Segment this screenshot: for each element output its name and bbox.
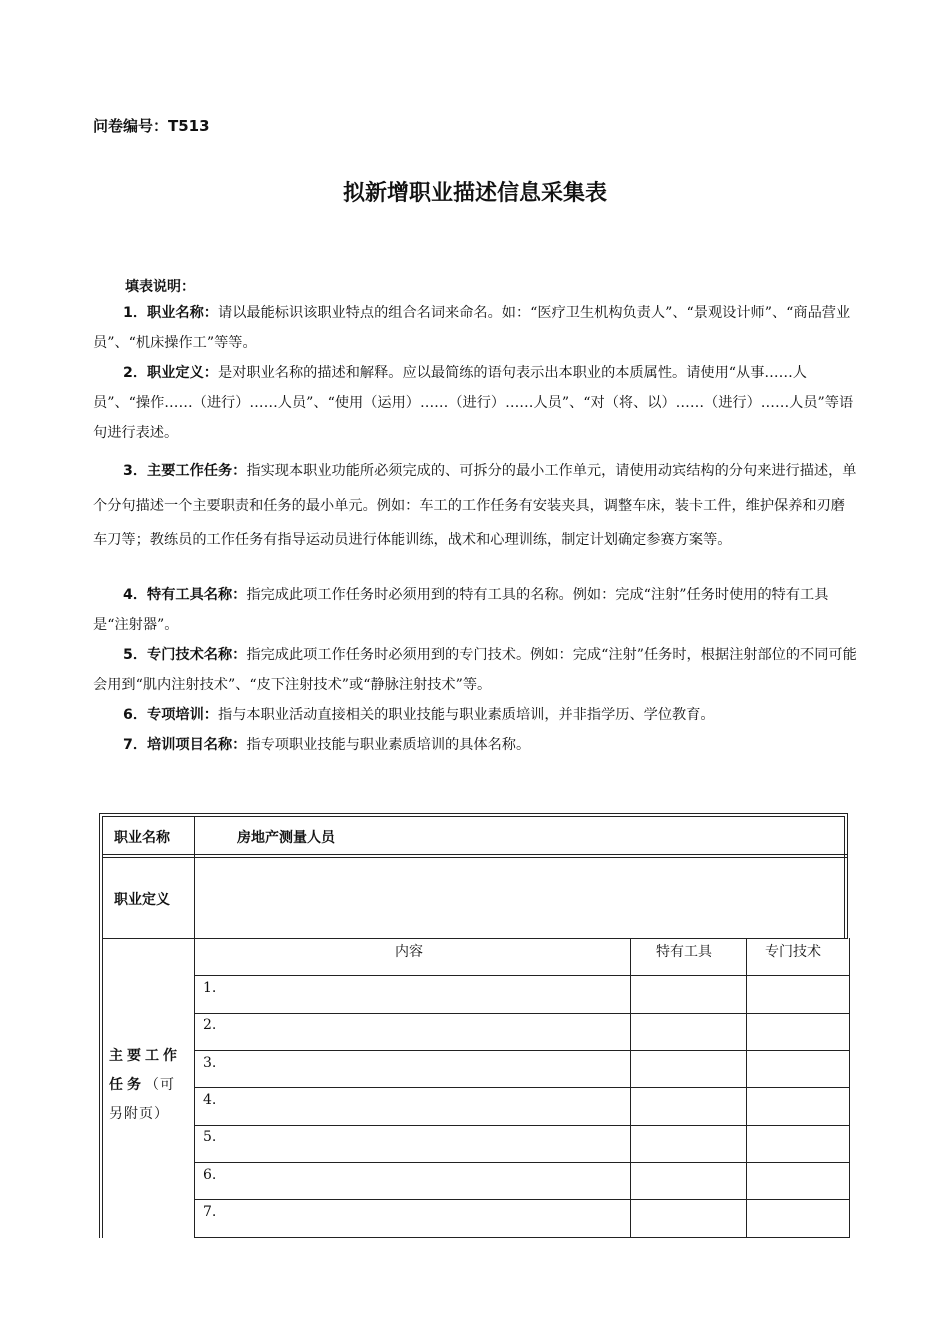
instruction-text: 指实现本职业功能所必须完成的、可拆分的最小工作单元，请使用动宾结构的分句来进行描述，单个分句描述一个主要职责和任务的最小单元。例如：车工的工作任务有安装夹具，调整车床，装卡工件，维护保养和刃磨车刀等；教练员的工作任务有指导运动员进行体能训练，战术和心理训练，制定计划确定参赛方案等。 <box>93 463 857 548</box>
instruction-item-2 <box>93 358 859 448</box>
task-row[interactable]: 3. <box>203 1055 217 1071</box>
task-row[interactable]: 6. <box>203 1167 217 1183</box>
occupation-form-table <box>99 813 850 1238</box>
column-header-tools: 特有工具 <box>656 944 712 960</box>
column-divider <box>194 816 195 1238</box>
instruction-text: 是对职业名称的描述和解释。应以最简练的语句表示出本职业的本质属性。请使用“从事……人员”、“操作……（进行）……人员”、“使用（运用）……（进行）……人员”、“对（将、以）……（进行）……人员”等语句进行表述。 <box>93 365 854 441</box>
row-divider <box>102 854 848 855</box>
instruction-item-3 <box>93 454 859 558</box>
definition-label: 职业定义 <box>114 892 170 908</box>
row-divider <box>194 1087 850 1088</box>
row-divider <box>194 1050 850 1051</box>
table-border <box>99 813 100 1238</box>
instruction-label: 2．职业定义： <box>123 365 218 381</box>
instructions-heading: 填表说明： <box>125 279 195 295</box>
instruction-label: 3．主要工作任务： <box>123 463 247 479</box>
definition-field[interactable] <box>209 873 829 923</box>
instruction-text: 指完成此项工作任务时必须用到的特有工具的名称。例如：完成“注射”任务时使用的特有工具是“注射器”。 <box>93 587 829 633</box>
instruction-item-6 <box>93 700 859 730</box>
instruction-text: 指专项职业技能与职业素质培训的具体名称。 <box>246 737 531 753</box>
row-divider <box>194 1237 850 1238</box>
row-divider <box>102 857 848 858</box>
table-border <box>102 816 845 817</box>
instruction-label: 5．专门技术名称： <box>123 647 247 663</box>
table-border <box>847 813 848 938</box>
tasks-label-note: （可另附页） <box>109 1077 175 1122</box>
instruction-item-4 <box>93 580 859 640</box>
row-divider <box>194 975 850 976</box>
column-header-tech: 专门技术 <box>765 944 821 960</box>
instruction-text: 指与本职业活动直接相关的职业技能与职业素质培训，并非指学历、学位教育。 <box>218 707 715 723</box>
instruction-label: 7．培训项目名称： <box>123 737 247 753</box>
table-border <box>844 816 845 938</box>
tasks-label-main: 主要工作任务 <box>109 1048 181 1093</box>
instruction-label: 6．专项培训： <box>123 707 218 723</box>
row-divider <box>194 1199 850 1200</box>
instruction-text: 请以最能标识该职业特点的组合名词来命名。如：“医疗卫生机构负责人”、“景观设计师”、“商品营业员”、“机床操作工”等等。 <box>93 305 851 351</box>
column-header-content: 内容 <box>395 944 423 960</box>
occupation-name-value[interactable]: 房地产测量人员 <box>237 830 335 846</box>
instruction-item-5 <box>93 640 859 700</box>
questionnaire-id: 问卷编号：T513 <box>93 117 210 135</box>
column-divider <box>849 938 850 1238</box>
task-row[interactable]: 5. <box>203 1129 217 1145</box>
instruction-label: 4．特有工具名称： <box>123 587 247 603</box>
instruction-text: 指完成此项工作任务时必须用到的专门技术。例如：完成“注射”任务时，根据注射部位的不同可能会用到“肌内注射技术”、“皮下注射技术”或“静脉注射技术”等。 <box>93 647 857 693</box>
task-row[interactable]: 4. <box>203 1092 217 1108</box>
table-border <box>102 816 103 1238</box>
task-row[interactable]: 7. <box>203 1204 217 1220</box>
row-divider <box>194 1162 850 1163</box>
instruction-label: 1．职业名称： <box>123 305 218 321</box>
row-divider <box>194 1013 850 1014</box>
column-divider <box>746 938 747 1238</box>
row-divider <box>102 938 848 939</box>
occupation-name-label: 职业名称 <box>114 830 170 846</box>
page-title: 拟新增职业描述信息采集表 <box>342 181 607 206</box>
table-border <box>99 813 848 814</box>
task-row[interactable]: 2. <box>203 1017 217 1033</box>
tasks-label <box>109 1042 189 1129</box>
instruction-item-1 <box>93 298 859 358</box>
task-row[interactable]: 1. <box>203 980 217 996</box>
column-divider <box>630 938 631 1238</box>
instruction-item-7 <box>93 730 859 760</box>
row-divider <box>194 1125 850 1126</box>
